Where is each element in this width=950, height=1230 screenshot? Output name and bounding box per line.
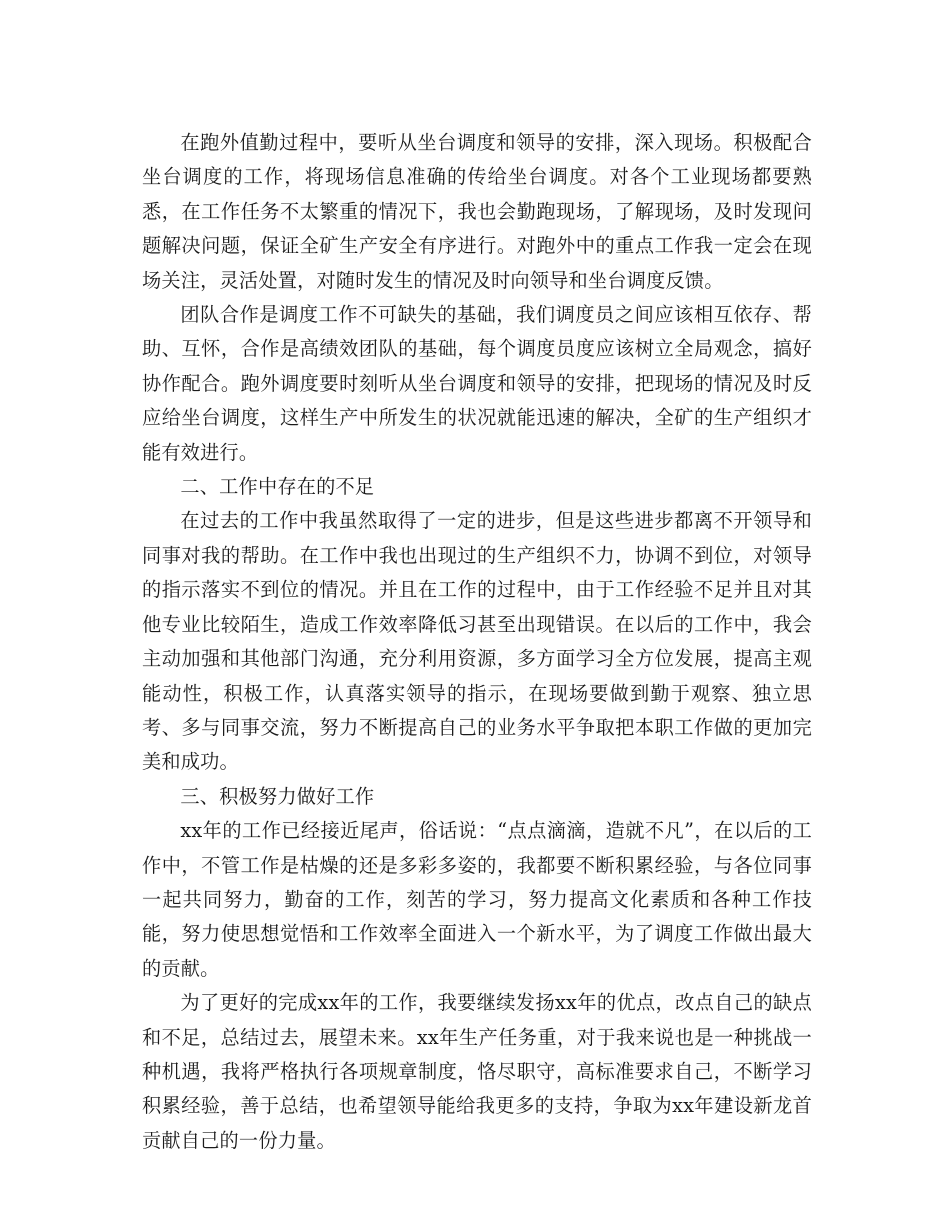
body-paragraph: 团队合作是调度工作不可缺失的基础，我们调度员之间应该相互依存、帮助、互怀，合作是高绩效团队的基础，每个调度员度应该树立全局观念，搞好协作配合。跑外调度要时刻听从坐台调度和领导的安排，把现场的情况及时反应给坐台调度，这样生产中所发生的状况就能迅速的解决，全矿的生产组织才能有效进行。 xyxy=(142,303,812,464)
section-heading: 三、积极努力做好工作 xyxy=(180,784,375,808)
section-heading: 二、工作中存在的不足 xyxy=(180,475,375,499)
body-paragraph: xx年的工作已经接近尾声，俗话说：“点点滴滴，造就不凡”，在以后的工作中，不管工作是枯燥的还是多彩多姿的，我都要不断积累经验，与各位同事一起共同努力，勤奋的工作，刻苦的学习，努力提高文化素质和各种工作技能，努力使思想觉悟和工作效率全面进入一个新水平，为了调度工作做出最大的贡献。 xyxy=(142,819,812,980)
body-paragraph: 在跑外值勤过程中，要听从坐台调度和领导的安排，深入现场。积极配合坐台调度的工作，将现场信息准确的传给坐台调度。对各个工业现场都要熟悉，在工作任务不太繁重的情况下，我也会勤跑现场，了解现场，及时发现问题解决问题，保证全矿生产安全有序进行。对跑外中的重点工作我一定会在现场关注，灵活处置，对随时发生的情况及时向领导和坐台调度反馈。 xyxy=(142,131,812,292)
body-paragraph: 为了更好的完成xx年的工作，我要继续发扬xx年的优点，改点自己的缺点和不足，总结过去，展望未来。xx年生产任务重，对于我来说也是一种挑战一种机遇，我将严格执行各项规章制度，恪尽职守，高标准要求自己，不断学习积累经验，善于总结，也希望领导能给我更多的支持，争取为xx年建设新龙首贡献自己的一份力量。 xyxy=(142,991,812,1152)
body-paragraph: 在过去的工作中我虽然取得了一定的进步，但是这些进步都离不开领导和同事对我的帮助。在工作中我也出现过的生产组织不力，协调不到位，对领导的指示落实不到位的情况。并且在工作的过程中，由于工作经验不足并且对其他专业比较陌生，造成工作效率降低习甚至出现错误。在以后的工作中，我会主动加强和其他部门沟通，充分利用资源，多方面学习全方位发展，提高主观能动性，积极工作，认真落实领导的指示，在现场要做到勤于观察、独立思考、多与同事交流，努力不断提高自己的业务水平争取把本职工作做的更加完美和成功。 xyxy=(142,509,812,774)
document-body xyxy=(142,126,812,1158)
